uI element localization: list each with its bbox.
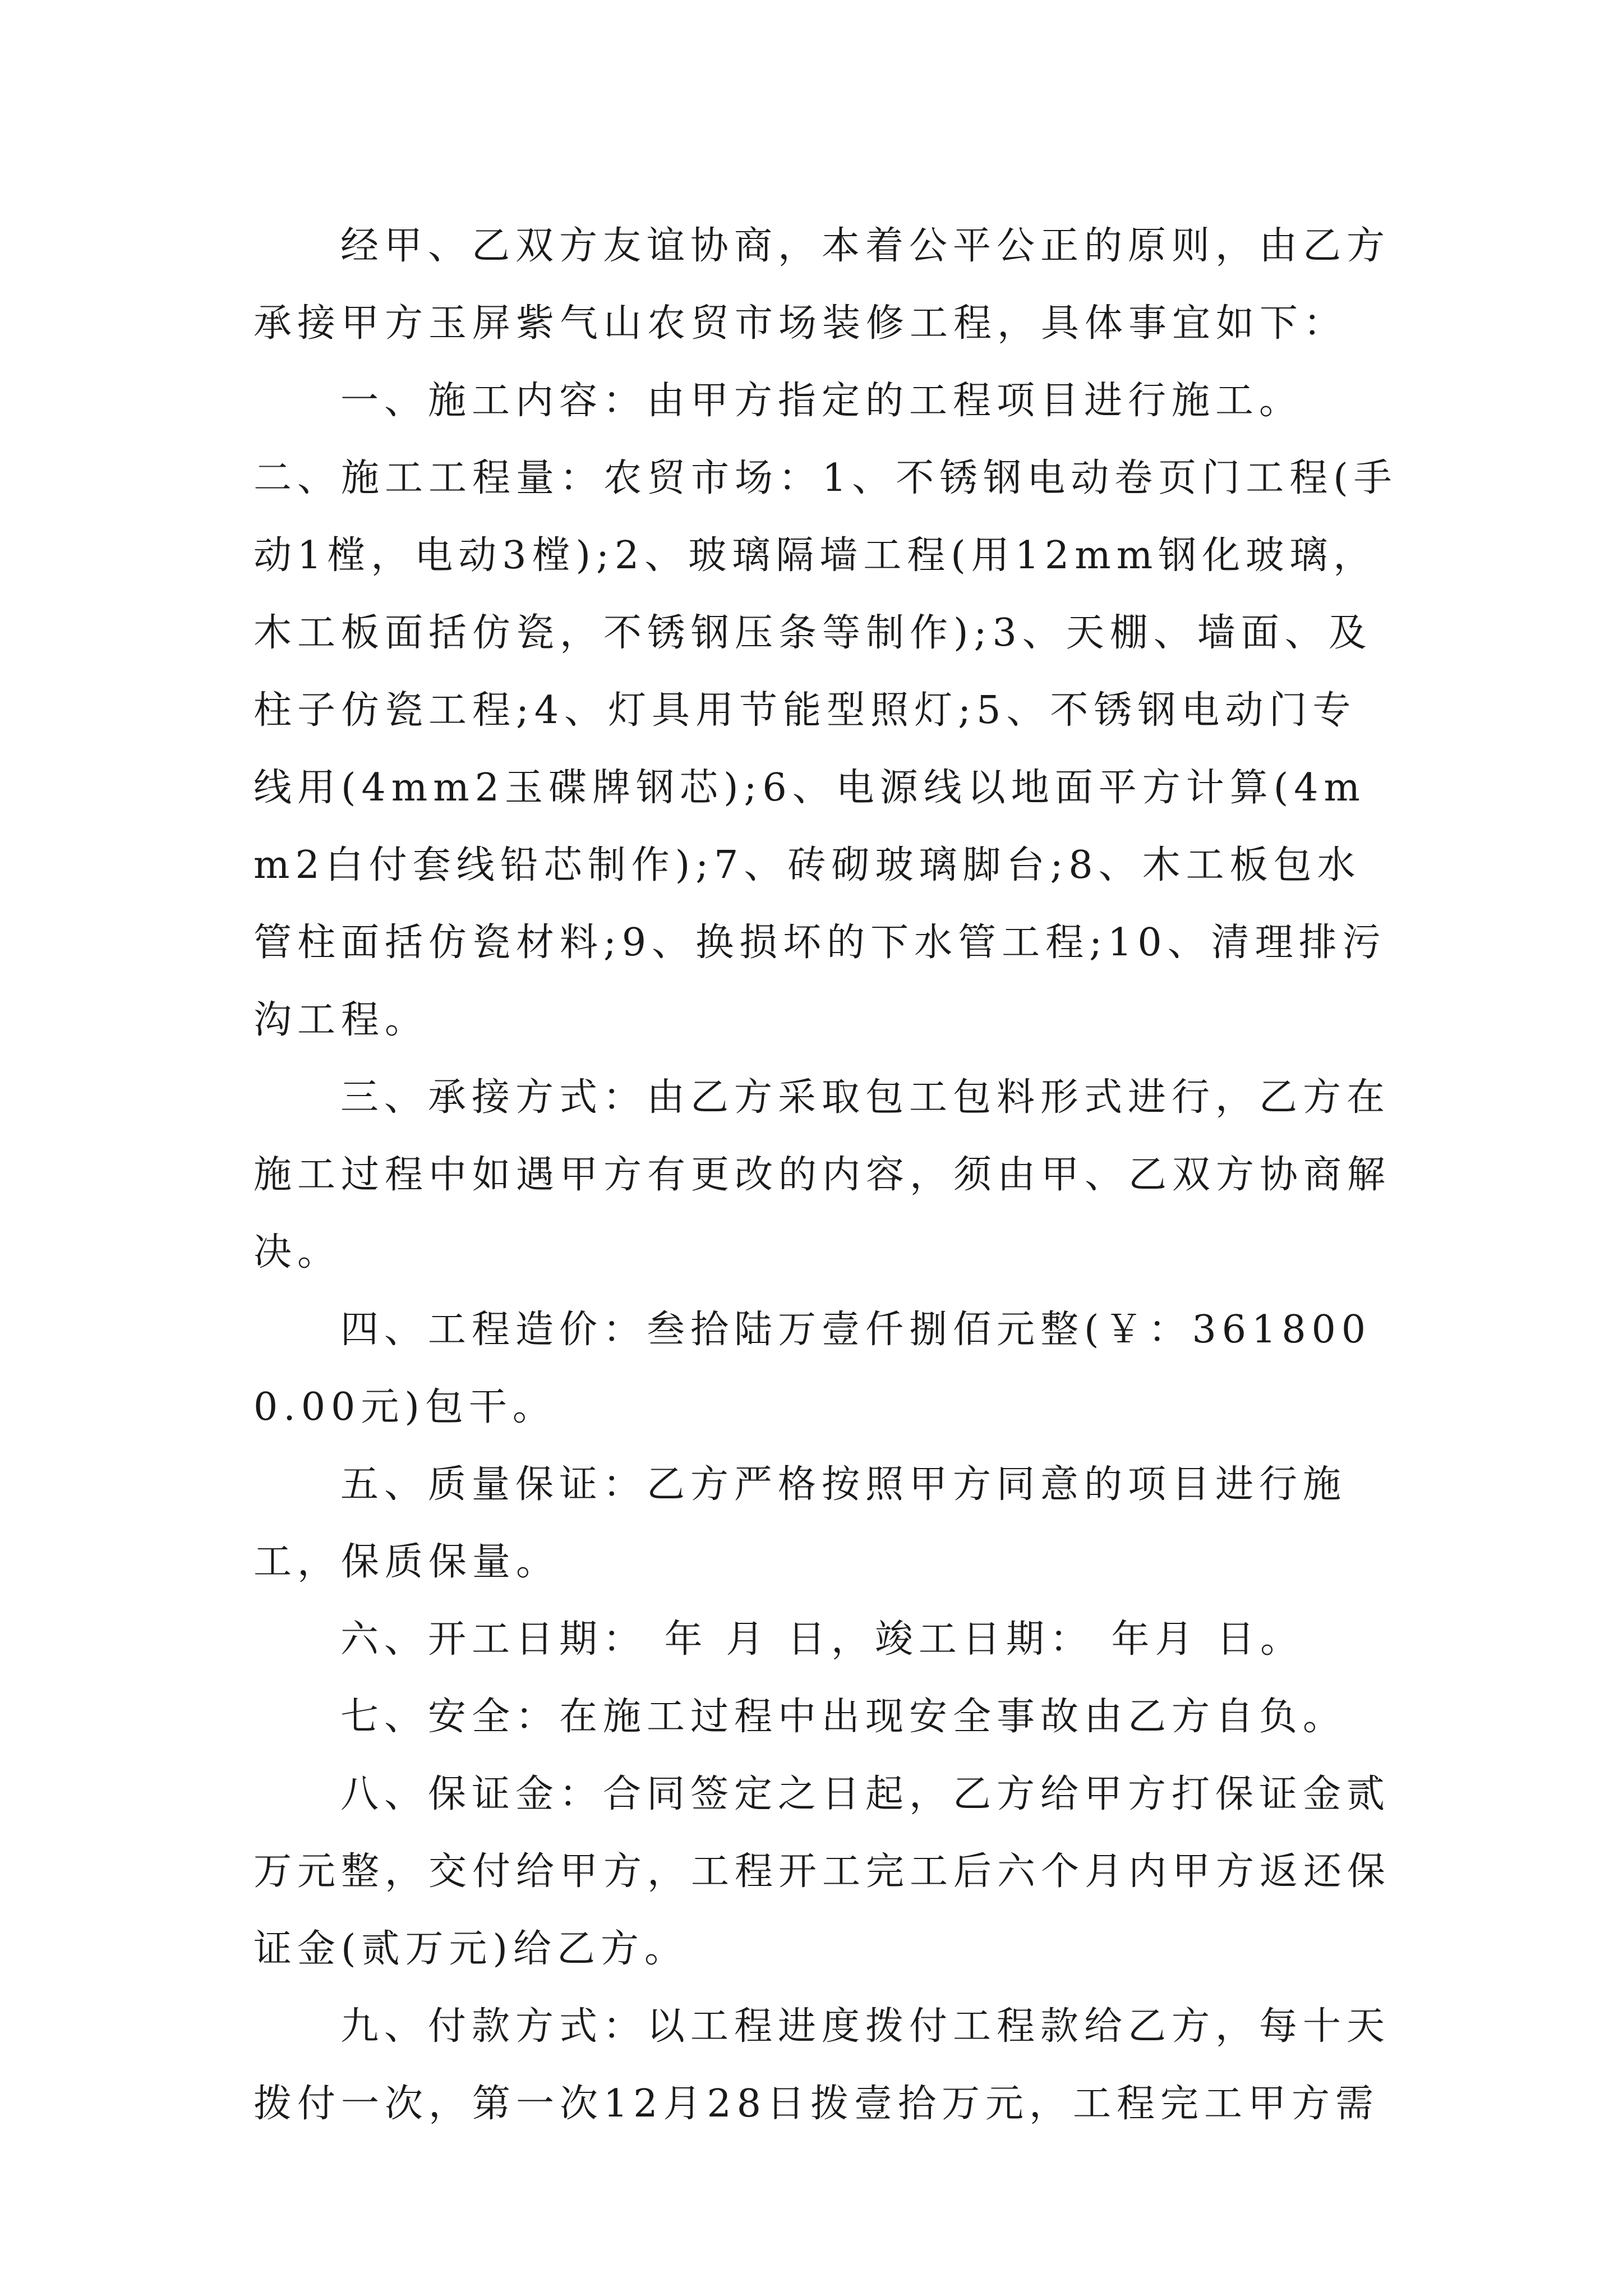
paragraph-quality-guarantee: 五、质量保证：乙方严格按照甲方同意的项目进行施工，保质保量。 xyxy=(253,1462,1347,1584)
paragraph-construction-content: 一、施工内容：由甲方指定的工程项目进行施工。 二、施工工程量：农贸市场：1、不锈钢电动卷页门工程(手动1樘，电动3樘);2、玻璃隔墙工程(用12mm钢化玻璃，木工板面括仿瓷，不锈钢压条等制作);3、天棚、墙面、及柱子仿瓷工程;4、灯具用节能型照灯;5、不锈钢电动门专线用(4mm2玉碟牌钢芯);6、电源线以地面平方计算(4mm2白付套线铅芯制作);7、砖砌玻璃脚台;8、木工板包水管柱面括仿瓷材料;9、换损坏的下水管工程;10、清理排污沟工程。 xyxy=(253,379,1398,1042)
paragraph-project-cost: 四、工程造价：叁拾陆万壹仟捌佰元整(￥：3618000.00元)包干。 xyxy=(253,1308,1372,1429)
paragraph-intro: 经甲、乙双方友谊协商，本着公平公正的原则，由乙方承接甲方玉屏紫气山农贸市场装修工程，具体事宜如下： xyxy=(253,224,1391,346)
contract-body xyxy=(253,208,1398,2143)
paragraph-contract-method: 三、承接方式：由乙方采取包工包料形式进行，乙方在施工过程中如遇甲方有更改的内容，须由甲、乙双方协商解决。 xyxy=(253,1075,1391,1274)
paragraph-payment: 九、付款方式：以工程进度拨付工程款给乙方，每十天拨付一次，第一次12月28日拨壹拾万元，工程完工甲方需 xyxy=(253,2004,1391,2126)
paragraph-safety: 七、安全：在施工过程中出现安全事故由乙方自负。 xyxy=(340,1695,1347,1739)
paragraph-dates: 六、开工日期： 年 月 日，竣工日期： 年月 日。 xyxy=(340,1617,1304,1662)
paragraph-deposit: 八、保证金：合同签定之日起，乙方给甲方打保证金贰万元整，交付给甲方，工程开工完工后六个月内甲方返还保证金(贰万元)给乙方。 xyxy=(253,1772,1391,1971)
